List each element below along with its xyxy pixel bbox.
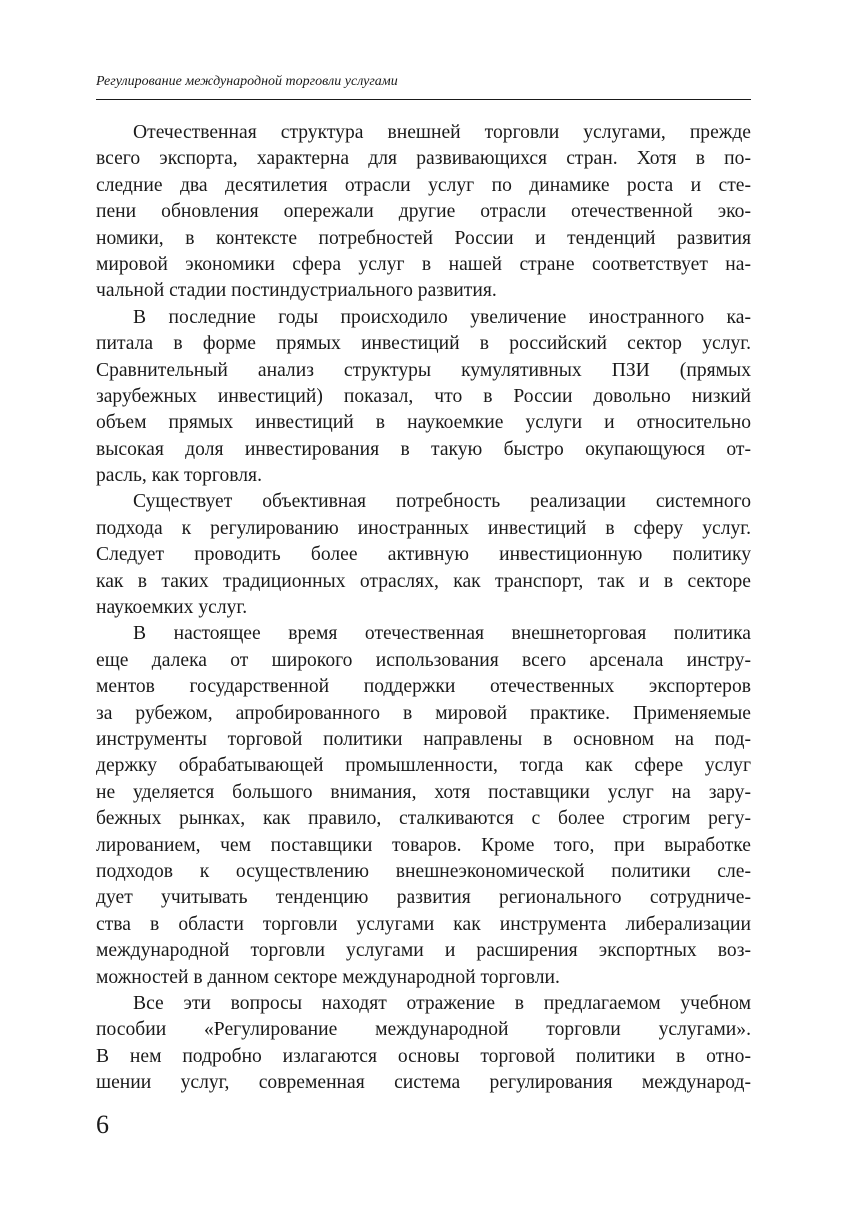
text-line: бежных рынках, как правило, сталкиваются с более строгим регу-	[96, 808, 751, 830]
text-line: подходов к осуществлению внешнеэкономической политики сле-	[96, 860, 751, 882]
text-line: ства в области торговли услугами как инструмента либерализации	[96, 913, 751, 935]
text-line: В последние годы происходило увеличение иностранного ка-	[133, 306, 751, 328]
text-line: В настоящее время отечественная внешнеторговая политика	[133, 623, 751, 645]
paragraph	[96, 305, 751, 490]
text-line: Сравнительный анализ структуры кумулятивных ПЗИ (прямых	[96, 359, 751, 381]
text-line: дует учитывать тенденцию развития регионального сотрудниче-	[96, 887, 751, 909]
text-line: держку обрабатывающей промышленности, тогда как сфере услуг	[96, 755, 751, 777]
text-line: В нем подробно излагаются основы торговой политики в отно-	[96, 1045, 751, 1067]
text-line: международной торговли услугами и расширения экспортных воз-	[96, 940, 751, 962]
page-number: 6	[96, 1110, 109, 1139]
running-head: Регулирование международной торговли услугами	[96, 74, 398, 89]
text-line: не уделяется большого внимания, хотя поставщики услуг на зару-	[96, 781, 751, 803]
text-line: шении услуг, современная система регулирования международ-	[96, 1072, 751, 1094]
text-line: инструменты торговой политики направлены в основном на под-	[96, 728, 751, 750]
text-line: можностей в данном секторе международной торговли.	[96, 966, 560, 988]
text-line: подхода к регулированию иностранных инвестиций в сферу услуг.	[96, 517, 751, 539]
text-line: объем прямых инвестиций в наукоемкие услуги и относительно	[96, 412, 751, 434]
text-line: мировой экономики сфера услуг в нашей стране соответствует на-	[96, 253, 751, 275]
text-line: расль, как торговля.	[96, 465, 262, 487]
text-line: как в таких традиционных отраслях, как транспорт, так и в секторе	[96, 570, 751, 592]
text-line: высокая доля инвестирования в такую быстро окупающуюся от-	[96, 438, 751, 460]
text-line: зарубежных инвестиций) показал, что в России довольно низкий	[96, 385, 751, 407]
text-line: номики, в контексте потребностей России и тенденций развития	[96, 227, 751, 249]
text-line: следние два десятилетия отрасли услуг по динамике роста и сте-	[96, 174, 751, 196]
text-line: еще далека от широкого использования всего арсенала инстру-	[96, 649, 751, 671]
text-line: Все эти вопросы находят отражение в предлагаемом учебном	[133, 992, 751, 1014]
text-line: Следует проводить более активную инвестиционную политику	[96, 544, 751, 566]
text-line: всего экспорта, характерна для развивающихся стран. Хотя в по-	[96, 148, 751, 170]
text-line: наукоемких услуг.	[96, 597, 248, 619]
paragraph	[96, 621, 751, 990]
text-line: лированием, чем поставщики товаров. Кроме того, при выработке	[96, 834, 751, 856]
text-line: Существует объективная потребность реализации системного	[133, 491, 751, 513]
text-line: питала в форме прямых инвестиций в российский сектор услуг.	[96, 333, 751, 355]
text-line: чальной стадии постиндустриального развития.	[96, 280, 497, 302]
text-line: за рубежом, апробированного в мировой практике. Применяемые	[96, 702, 751, 724]
paragraph	[96, 489, 751, 621]
text-line: пособии «Регулирование международной торговли услугами».	[96, 1019, 751, 1041]
header-rule	[96, 99, 751, 100]
text-line: пени обновления опережали другие отрасли отечественной эко-	[96, 201, 751, 223]
text-line: ментов государственной поддержки отечественных экспортеров	[96, 676, 751, 698]
paragraph	[96, 120, 751, 305]
paragraph	[96, 991, 751, 1097]
body-text	[96, 120, 751, 1096]
text-line: Отечественная структура внешней торговли услугами, прежде	[133, 122, 751, 143]
